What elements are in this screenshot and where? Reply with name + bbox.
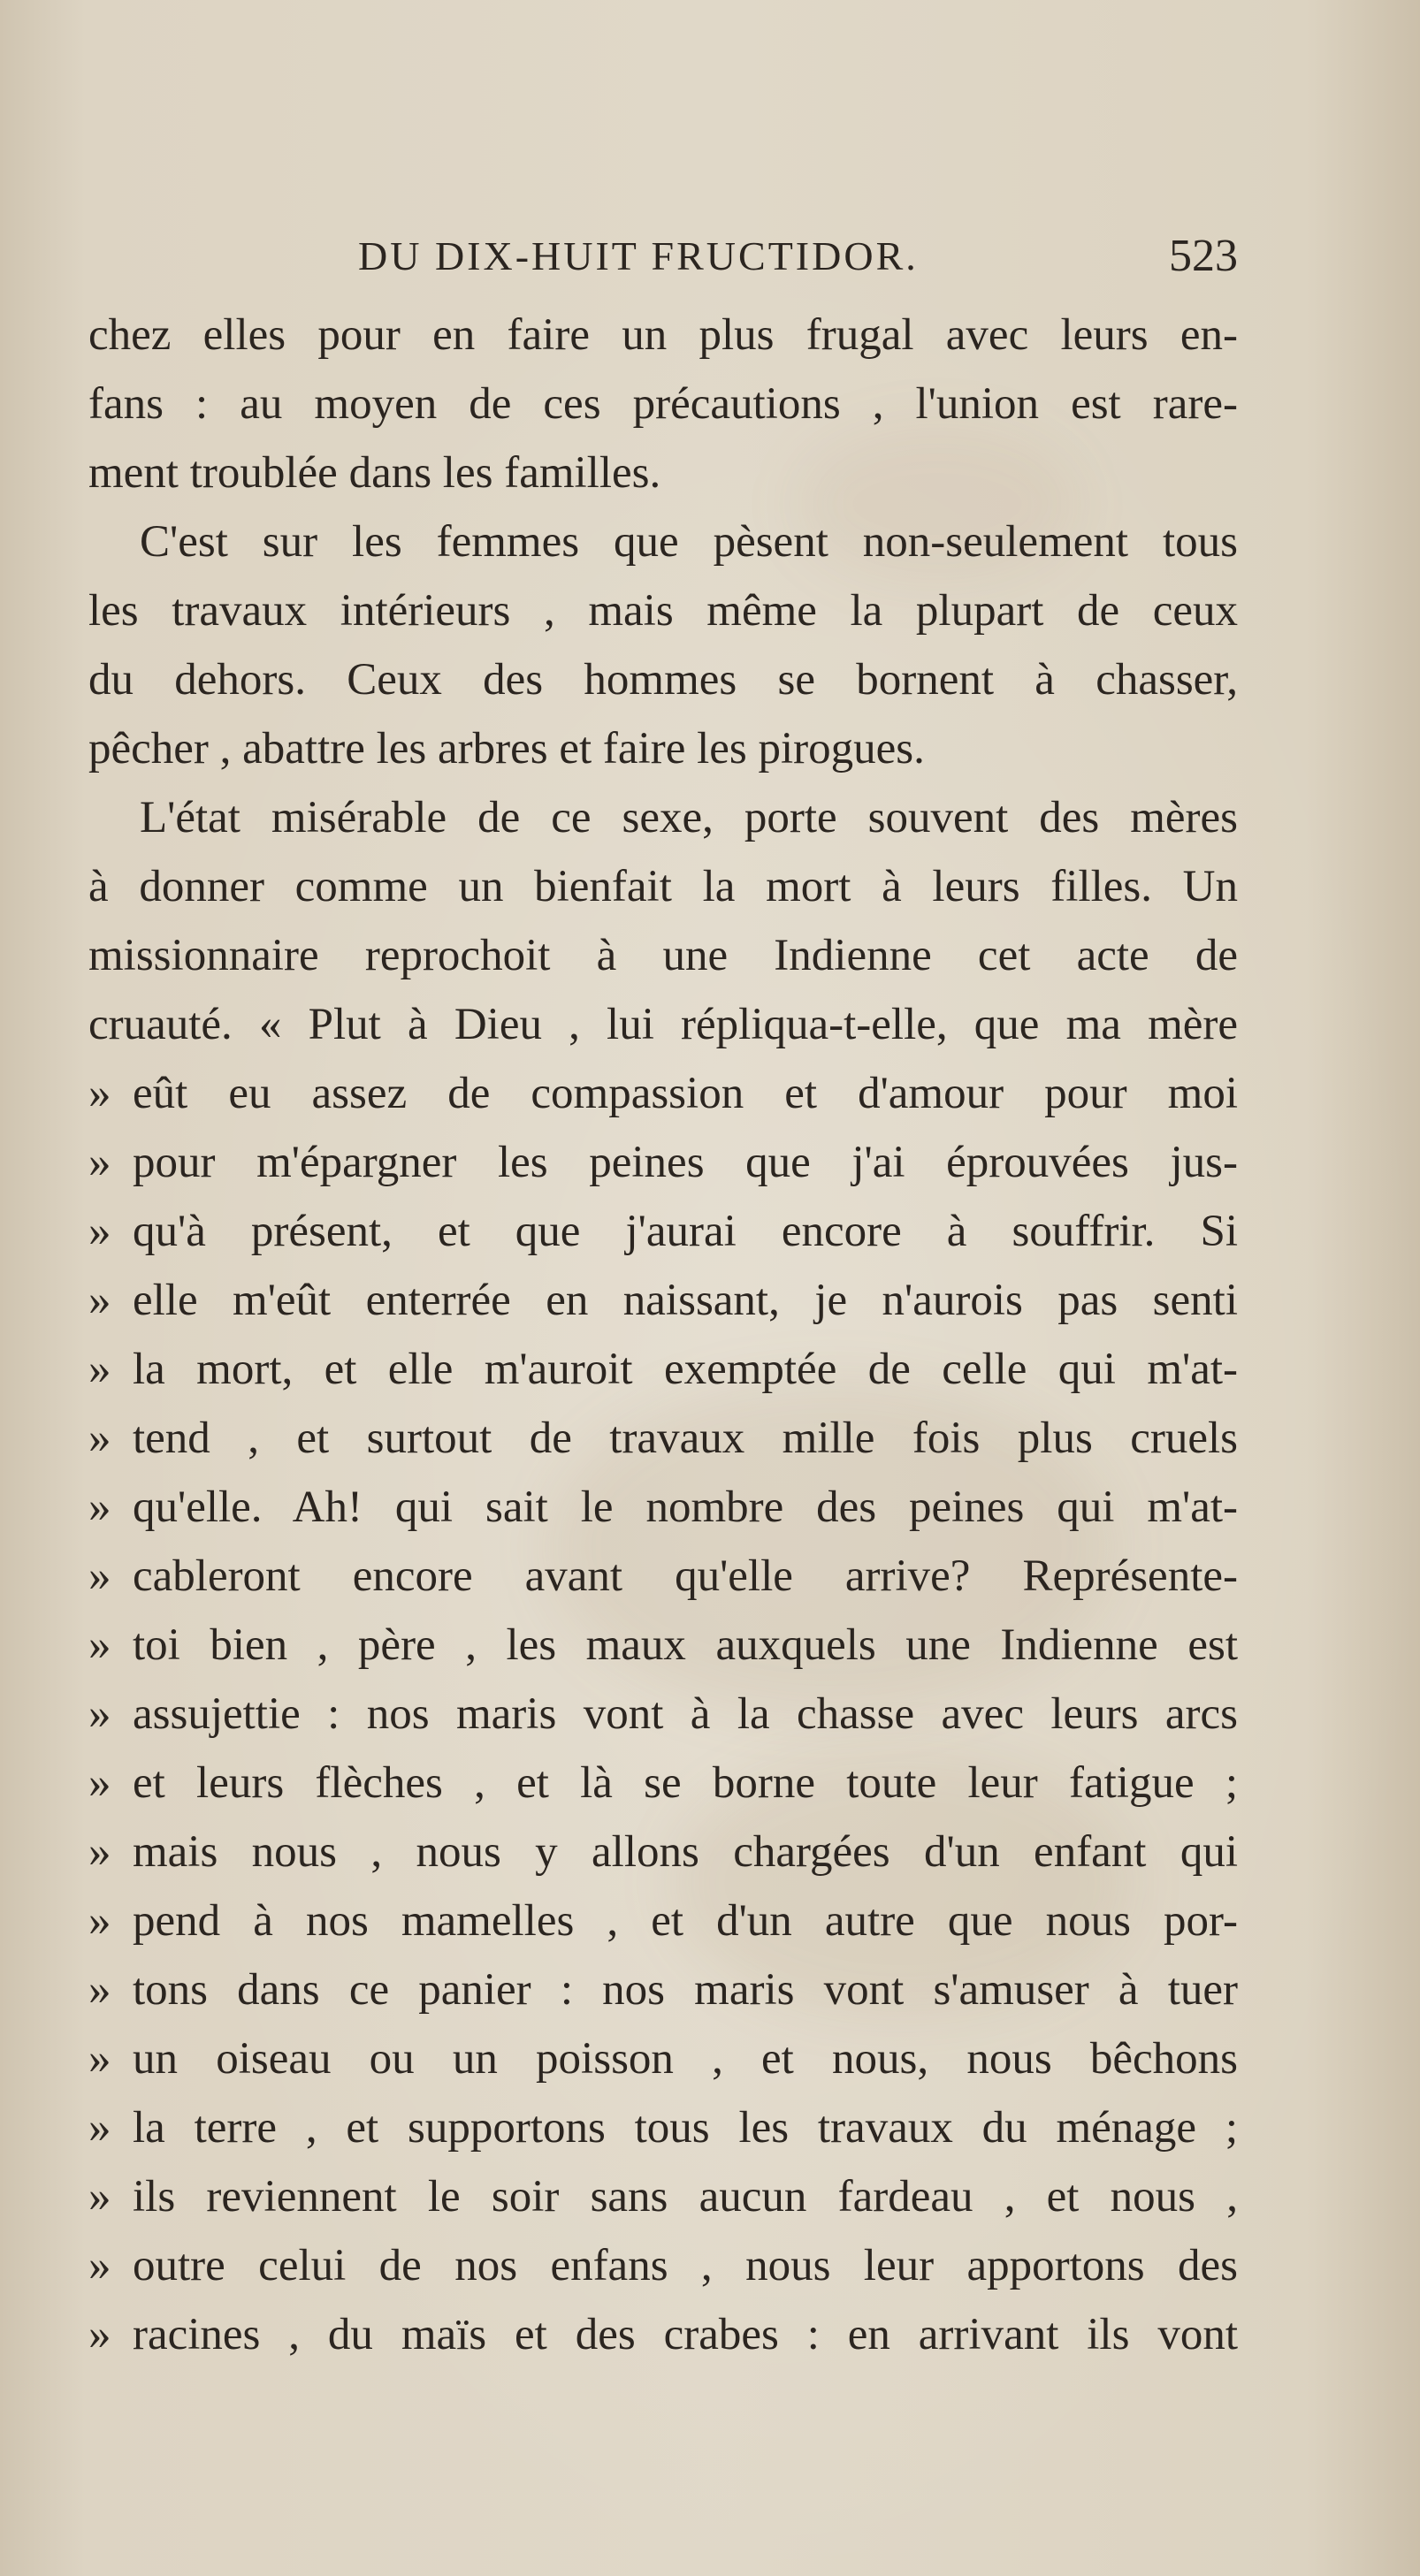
quote-mark: » bbox=[88, 1896, 111, 1946]
page-number: 523 bbox=[1169, 231, 1238, 281]
quoted-line: » tend , et surtout de travaux mille fois plus cruels bbox=[88, 1404, 1238, 1473]
quoted-line: » un oiseau ou un poisson , et nous, nous bêchons bbox=[88, 2024, 1238, 2093]
quoted-line: » pour m'épargner les peines que j'ai éprouvées jus- bbox=[88, 1128, 1238, 1197]
quoted-line: » pend à nos mamelles , et d'un autre que nous por- bbox=[88, 1886, 1238, 1955]
quoted-line: » assujettie : nos maris vont à la chasse avec leurs arcs bbox=[88, 1680, 1238, 1749]
quoted-line: » outre celui de nos enfans , nous leur apportons des bbox=[88, 2231, 1238, 2300]
quoted-line: » qu'elle. Ah! qui sait le nombre des peines qui m'at- bbox=[88, 1473, 1238, 1542]
text-line: à donner comme un bienfait la mort à leurs filles. Un bbox=[88, 862, 1238, 911]
text-line: C'est sur les femmes que pèsent non-seulement tous bbox=[140, 517, 1238, 567]
quote-mark: » bbox=[88, 1138, 111, 1187]
quoted-line: » cableront encore avant qu'elle arrive? Représente- bbox=[88, 1542, 1238, 1611]
quoted-line: » elle m'eût enterrée en naissant, je n'aurois pas senti bbox=[88, 1266, 1238, 1335]
quote-mark: » bbox=[88, 1965, 111, 2015]
quote-mark: » bbox=[88, 1345, 111, 1394]
quote-mark: » bbox=[88, 1482, 111, 1532]
quote-mark: » bbox=[88, 1069, 111, 1118]
quoted-line: » tons dans ce panier : nos maris vont s'amuser à tuer bbox=[88, 1955, 1238, 2024]
quoted-line: » ils reviennent le soir sans aucun fardeau , et nous , bbox=[88, 2162, 1238, 2231]
quote-mark: » bbox=[88, 2241, 111, 2290]
text-line: ment troublée dans les familles. bbox=[88, 448, 661, 498]
body-text bbox=[88, 301, 1238, 2369]
quote-mark: » bbox=[88, 1551, 111, 1601]
running-title: DU DIX-HUIT FRUCTIDOR. bbox=[358, 233, 919, 278]
quoted-line: » mais nous , nous y allons chargées d'un enfant qui bbox=[88, 1818, 1238, 1886]
text-line: pêcher , abattre les arbres et faire les pirogues. bbox=[88, 724, 925, 774]
quote-mark: » bbox=[88, 1276, 111, 1325]
text-line: les travaux intérieurs , mais même la plupart de ceux bbox=[88, 586, 1238, 636]
text-line: cruauté. « Plut à Dieu , lui répliqua-t-elle, que ma mère bbox=[88, 1000, 1238, 1049]
quoted-line: » eût eu assez de compassion et d'amour pour moi bbox=[88, 1059, 1238, 1128]
quote-mark: » bbox=[88, 2172, 111, 2222]
quote-mark: » bbox=[88, 1414, 111, 1463]
text-line: missionnaire reprochoit à une Indienne cet acte de bbox=[88, 931, 1238, 980]
quote-mark: » bbox=[88, 1207, 111, 1256]
quoted-line: » la terre , et supportons tous les travaux du ménage ; bbox=[88, 2093, 1238, 2162]
quote-mark: » bbox=[88, 1827, 111, 1877]
text-line: fans : au moyen de ces précautions , l'union est rare- bbox=[88, 379, 1238, 429]
page-header bbox=[88, 225, 1238, 287]
quoted-line: » qu'à présent, et que j'aurai encore à souffrir. Si bbox=[88, 1197, 1238, 1266]
quoted-line: » toi bien , père , les maux auxquels une Indienne est bbox=[88, 1611, 1238, 1680]
quote-mark: » bbox=[88, 2310, 111, 2359]
quoted-line: » la mort, et elle m'auroit exemptée de celle qui m'at- bbox=[88, 1335, 1238, 1404]
quote-mark: » bbox=[88, 2034, 111, 2084]
text-line: du dehors. Ceux des hommes se bornent à chasser, bbox=[88, 655, 1238, 705]
quote-mark: » bbox=[88, 2103, 111, 2153]
quoted-line: » racines , du maïs et des crabes : en arrivant ils vont bbox=[88, 2300, 1238, 2369]
text-line: L'état misérable de ce sexe, porte souvent des mères bbox=[140, 793, 1238, 842]
text-line: chez elles pour en faire un plus frugal avec leurs en- bbox=[88, 310, 1238, 360]
quote-mark: » bbox=[88, 1758, 111, 1808]
quote-mark: » bbox=[88, 1620, 111, 1670]
quote-mark: » bbox=[88, 1689, 111, 1739]
quoted-line: » et leurs flèches , et là se borne toute leur fatigue ; bbox=[88, 1749, 1238, 1818]
